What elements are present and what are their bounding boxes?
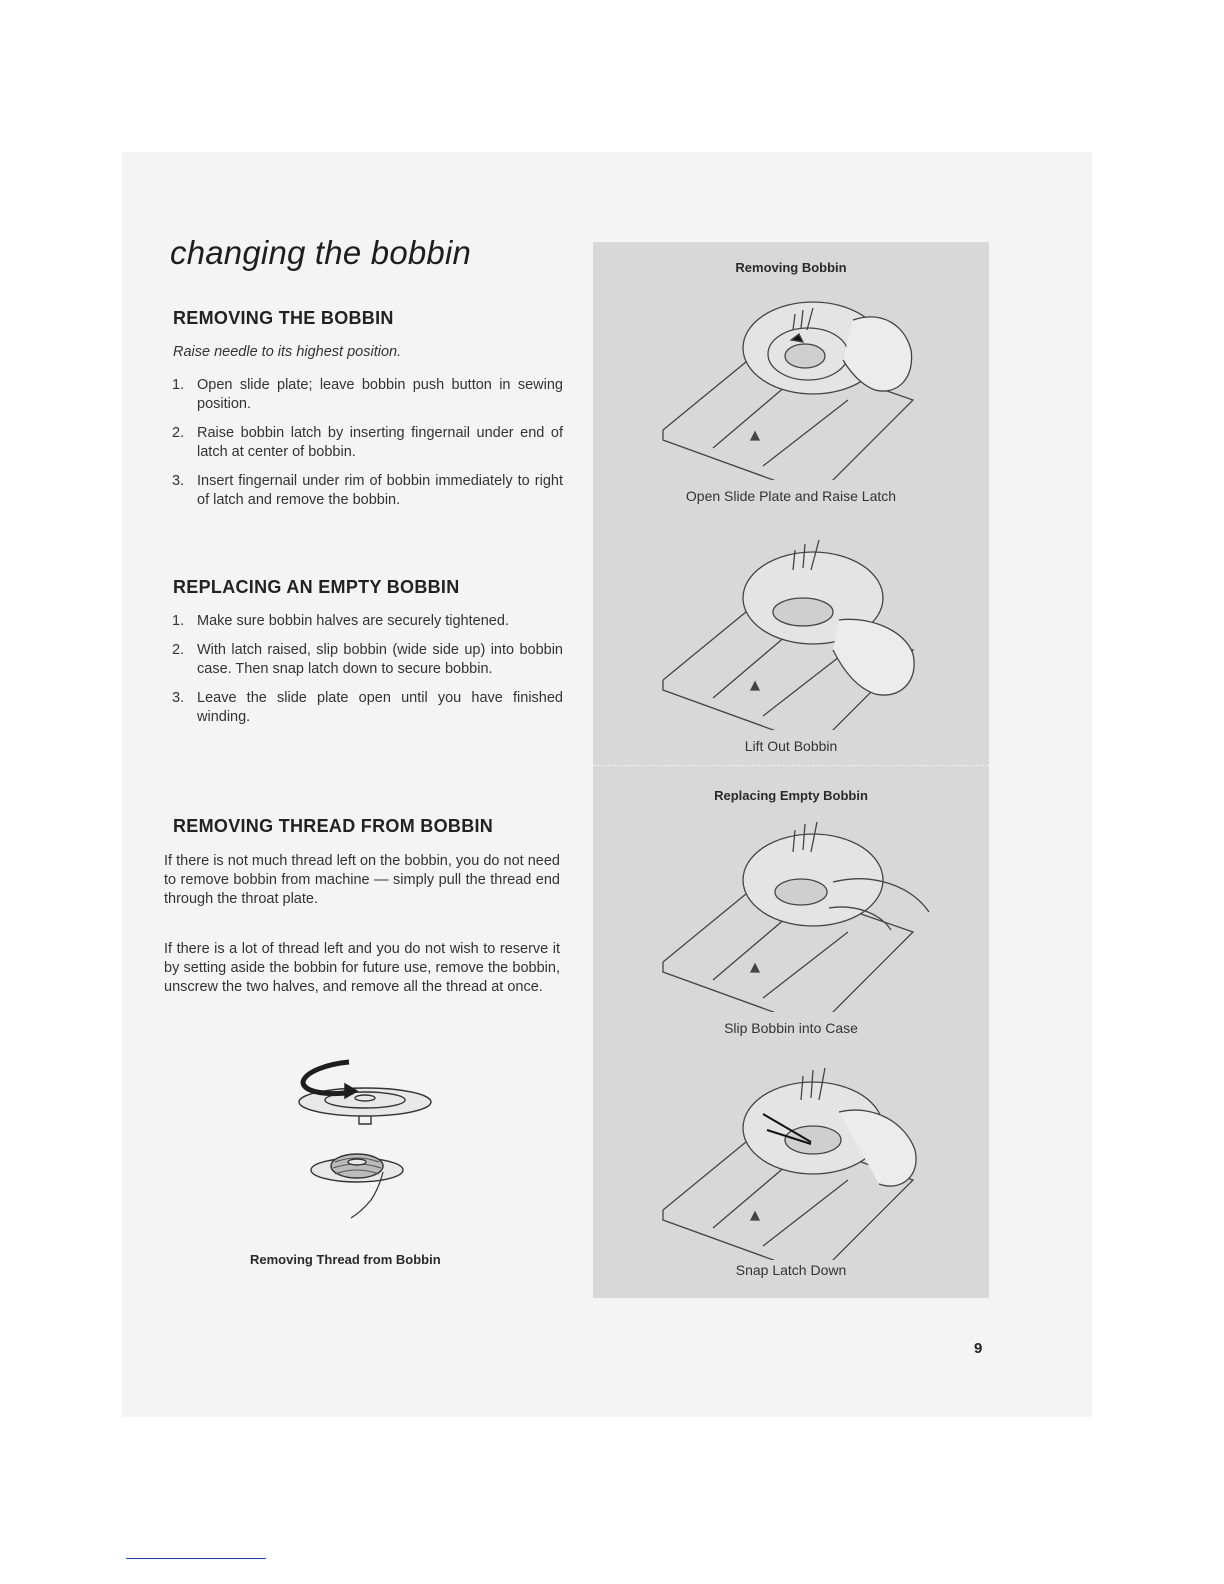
step-number: 2. [172, 642, 185, 658]
thread-paragraph-2: If there is a lot of thread left and you do not wish to reserve it by setting aside the bobbin for future use, remove the bobbin, unscrew the two halves, and remove all the thread at once. [164, 941, 560, 995]
list-item [167, 641, 563, 679]
caption-lift-out-bobbin: Lift Out Bobbin [744, 738, 838, 754]
slip-bobbin-illustration [643, 812, 943, 1012]
list-item [167, 689, 563, 727]
caption-open-slide-plate: Open Slide Plate and Raise Latch [685, 488, 897, 504]
step-text: Leave the slide plate open until you have finished winding. [197, 690, 563, 725]
list-item [167, 612, 563, 631]
step-text: Insert fingernail under rim of bobbin immediately to right of latch and remove the bobbin. [197, 473, 563, 508]
step-text: Open slide plate; leave bobbin push button in sewing position. [197, 377, 563, 412]
step-number: 1. [172, 613, 185, 629]
intro-instruction: Raise needle to its highest position. [173, 344, 402, 360]
list-item [167, 376, 563, 414]
step-number: 2. [172, 425, 185, 441]
step-text: Raise bobbin latch by inserting fingernail under end of latch at center of bobbin. [197, 425, 563, 460]
snap-latch-illustration [643, 1060, 943, 1260]
thread-paragraph-1: If there is not much thread left on the bobbin, you do not need to remove bobbin from machine — simply pull the thread end through the throat plate. [164, 853, 560, 907]
panel-header-removing: Removing Bobbin [735, 260, 847, 275]
step-text: With latch raised, slip bobbin (wide side up) into bobbin case. Then snap latch down to secure bobbin. [197, 642, 563, 677]
open-slide-plate-illustration [643, 280, 943, 480]
step-text: Make sure bobbin halves are securely tightened. [197, 613, 509, 629]
footnote-rule [126, 1558, 266, 1559]
page-number: 9 [974, 1340, 983, 1357]
panel-divider [593, 765, 989, 766]
removing-steps-list [167, 376, 563, 520]
heading-removing-bobbin: REMOVING THE BOBBIN [173, 308, 394, 328]
lift-out-bobbin-illustration [643, 530, 943, 730]
bobbin-halves-illustration [287, 1050, 447, 1222]
step-number: 1. [172, 377, 185, 393]
caption-snap-latch: Snap Latch Down [735, 1262, 847, 1278]
manual-page [122, 152, 1092, 1417]
heading-removing-thread: REMOVING THREAD FROM BOBBIN [173, 816, 494, 836]
list-item [167, 424, 563, 462]
replacing-steps-list [167, 612, 563, 737]
step-number: 3. [172, 690, 185, 706]
heading-replacing-bobbin: REPLACING AN EMPTY BOBBIN [173, 577, 460, 597]
figure-caption: Removing Thread from Bobbin [250, 1252, 441, 1267]
step-number: 3. [172, 473, 185, 489]
page-title: changing the bobbin [170, 234, 472, 271]
list-item [167, 472, 563, 510]
panel-header-replacing: Replacing Empty Bobbin [714, 788, 868, 803]
illustration-panel [593, 242, 989, 1298]
caption-slip-bobbin: Slip Bobbin into Case [724, 1020, 858, 1036]
